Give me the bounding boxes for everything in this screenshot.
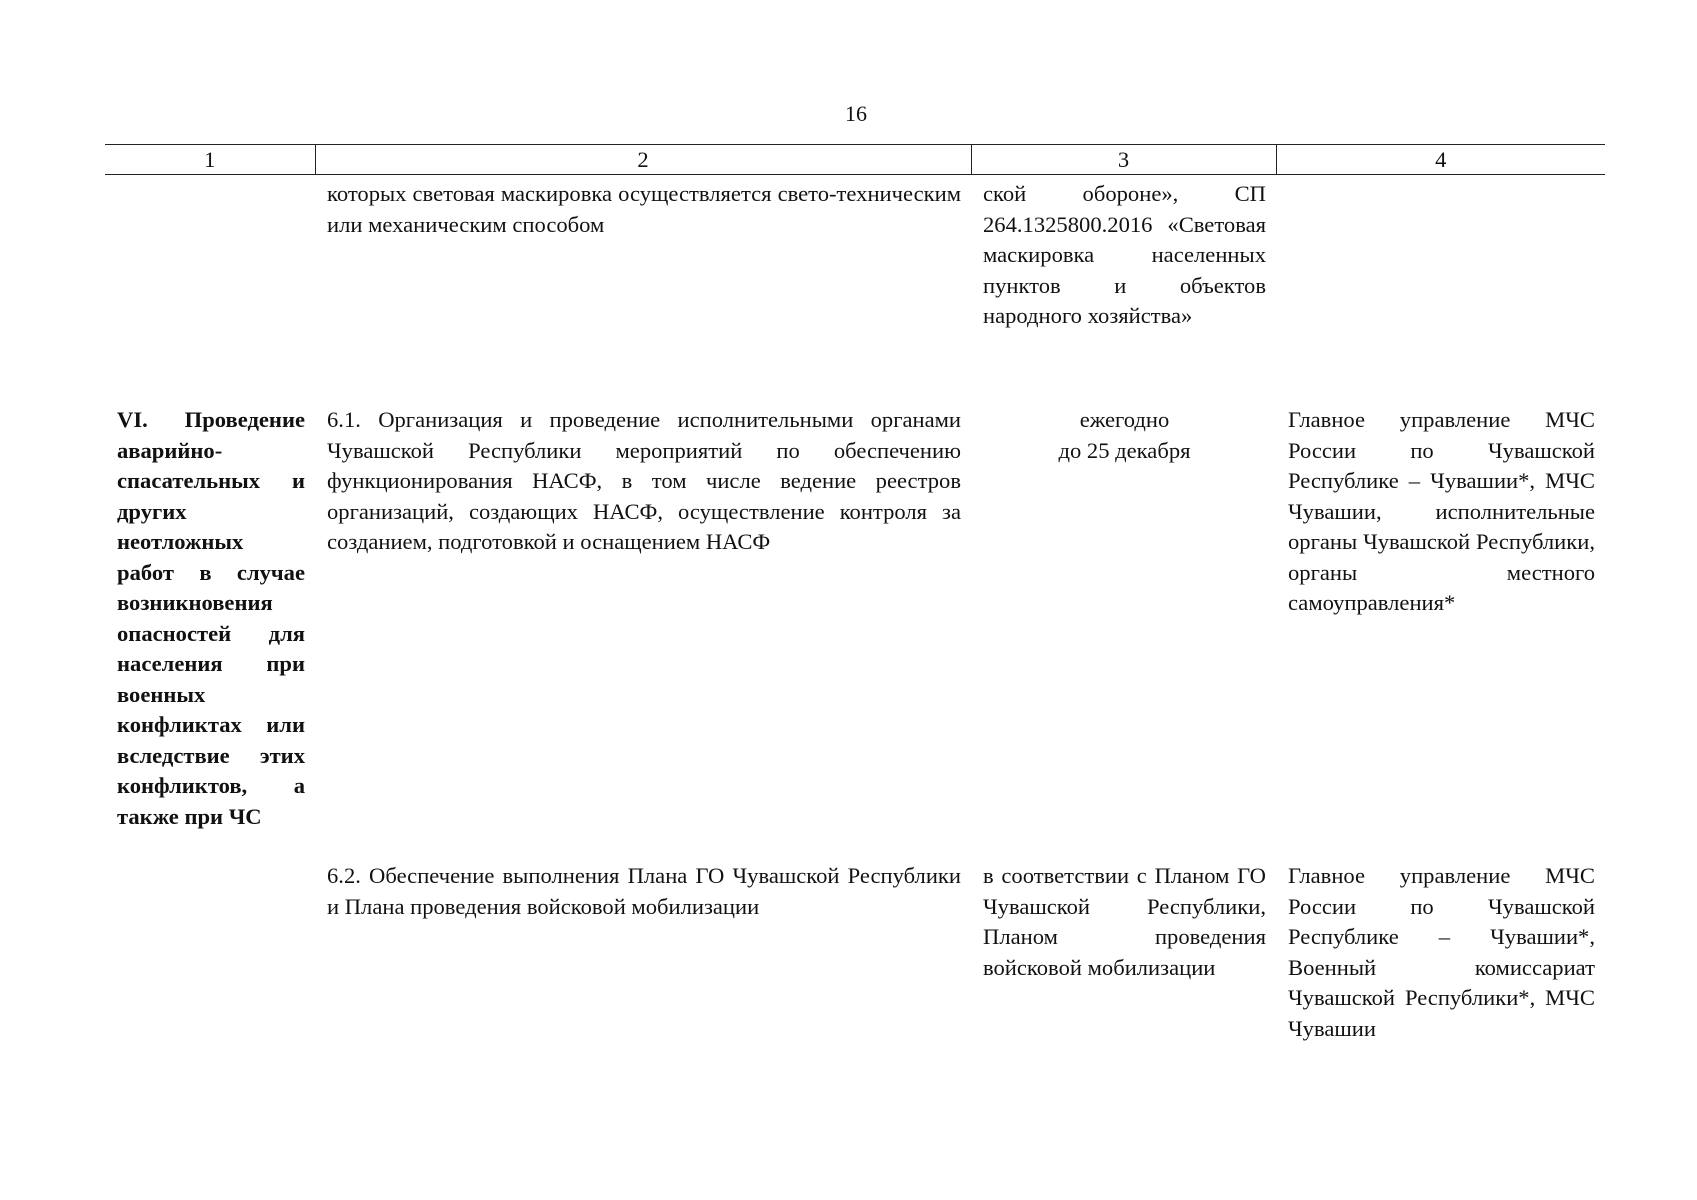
section-empty-cell <box>105 861 315 1111</box>
continuation-deadline-cell: ской обороне», СП 264.1325800.2016 «Световая маскировка населенных пунктов и объектов народного хозяйства» <box>983 181 1266 328</box>
responsible-6-1: Главное управление МЧС России по Чувашской Республике – Чувашии*, МЧС Чувашии, исполнительные органы Чувашской Республики, органы местного самоуправления* <box>1288 407 1595 615</box>
column-number-header-row <box>105 145 1605 175</box>
responsible-6-2: Главное управление МЧС России по Чувашской Республике – Чувашии*, Военный комиссариат Чувашской Республики*, МЧС Чувашии <box>1288 863 1595 1041</box>
continuation-responsible-cell <box>1276 175 1605 406</box>
section-vi-title: VI. Проведение аварийно-спасательных и других неотложных работ в случае возникновения опасностей для населения при военных конфликтах или вследствие этих конфликтов, а также при ЧС <box>117 407 305 829</box>
plan-table <box>105 144 1605 1111</box>
deadline-6-1 <box>971 405 1276 861</box>
continuation-measure-cell: которых световая маскировка осуществляется свето-техническим или механическим способом <box>327 181 961 237</box>
deadline-6-1-line2: до 25 декабря <box>1058 437 1191 463</box>
column-header-2: 2 <box>315 145 971 175</box>
measure-6-1: 6.1. Организация и проведение исполнительными органами Чувашской Республики мероприятий по обеспечению функционирования НАСФ, в том числе ведение реестров организаций, создающих НАСФ, осуществление контроля за созданием, подготовкой и оснащением НАСФ <box>327 407 961 554</box>
column-header-4: 4 <box>1276 145 1605 175</box>
deadline-6-2: в соответствии с Планом ГО Чувашской Республики, Планом проведения войсковой мобилизации <box>983 863 1266 980</box>
column-header-3: 3 <box>971 145 1276 175</box>
column-header-1: 1 <box>105 145 315 175</box>
deadline-6-1-line1: ежегодно <box>1079 407 1170 432</box>
table-row-6-2 <box>105 861 1605 1111</box>
table-row-6-1 <box>105 405 1605 861</box>
page-number: 16 <box>845 101 867 126</box>
continuation-section-cell <box>105 175 315 406</box>
measure-6-2: 6.2. Обеспечение выполнения Плана ГО Чувашской Республики и Плана проведения войсковой мобилизации <box>327 863 961 919</box>
table-row-continuation <box>105 175 1605 406</box>
